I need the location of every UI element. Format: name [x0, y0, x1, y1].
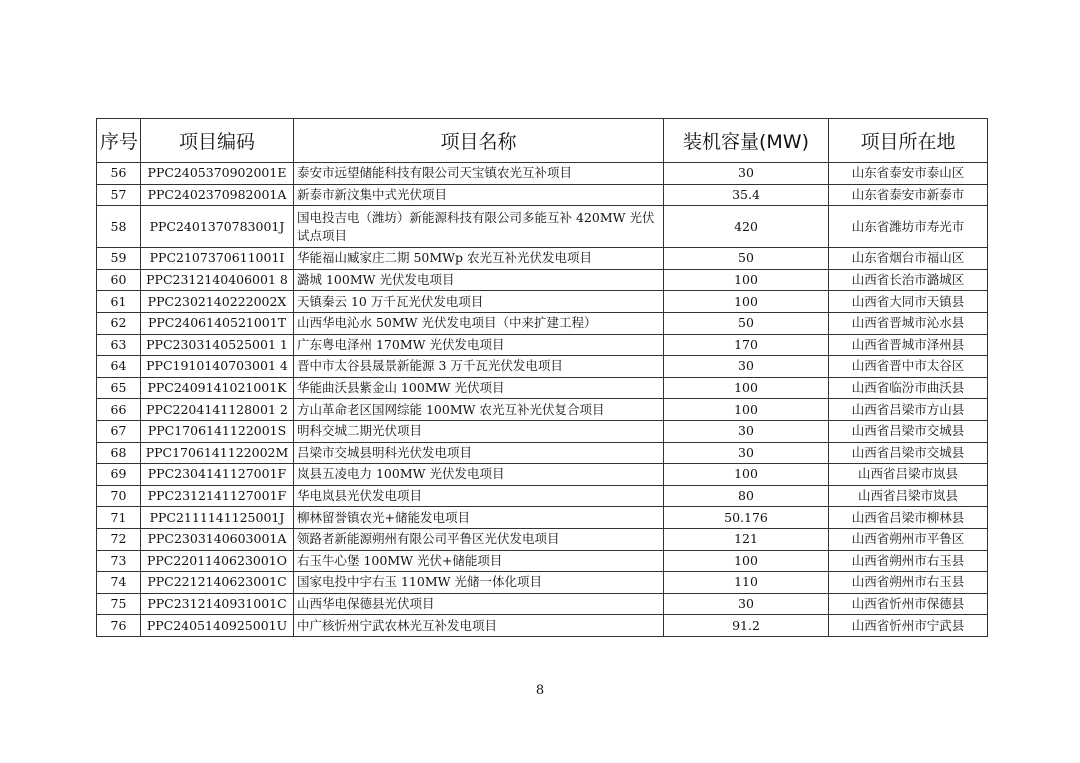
- table-row: [97, 593, 988, 615]
- table-row: [97, 507, 988, 529]
- capacity-cell: 80: [664, 485, 829, 507]
- table-row: [97, 356, 988, 378]
- location-cell: 山西省吕梁市交城县: [829, 442, 988, 464]
- serial-cell: 71: [97, 507, 141, 529]
- code-cell: PPC2201140623001O: [141, 550, 294, 572]
- header-location: 项目所在地: [829, 119, 988, 163]
- name-cell: 华能曲沃县紫金山 100MW 光伏项目: [294, 377, 664, 399]
- location-cell: 山西省吕梁市交城县: [829, 420, 988, 442]
- location-cell: 山西省吕梁市方山县: [829, 399, 988, 421]
- serial-cell: 65: [97, 377, 141, 399]
- location-cell: 山东省潍坊市寿光市: [829, 206, 988, 248]
- name-cell: 山西华电沁水 50MW 光伏发电项目（中来扩建工程）: [294, 312, 664, 334]
- capacity-cell: 30: [664, 442, 829, 464]
- name-cell: 晋中市太谷县晟景新能源 3 万千瓦光伏发电项目: [294, 356, 664, 378]
- code-cell: PPC2212140623001C: [141, 572, 294, 594]
- serial-cell: 64: [97, 356, 141, 378]
- table-row: [97, 184, 988, 206]
- table-row: [97, 312, 988, 334]
- table-row: [97, 572, 988, 594]
- table-header: [97, 119, 988, 163]
- location-cell: 山西省朔州市右玉县: [829, 572, 988, 594]
- location-cell: 山西省临汾市曲沃县: [829, 377, 988, 399]
- code-cell: PPC1706141122002M: [141, 442, 294, 464]
- serial-cell: 58: [97, 206, 141, 248]
- code-cell: PPC2304141127001F: [141, 464, 294, 486]
- serial-cell: 57: [97, 184, 141, 206]
- name-cell: 右玉牛心堡 100MW 光伏+储能项目: [294, 550, 664, 572]
- table-row: [97, 485, 988, 507]
- table-body: [97, 163, 988, 637]
- table-row: [97, 442, 988, 464]
- name-cell: 国家电投中宇右玉 110MW 光储一体化项目: [294, 572, 664, 594]
- name-cell: 华能福山臧家庄二期 50MWp 农光互补光伏发电项目: [294, 248, 664, 270]
- table-row: [97, 163, 988, 185]
- capacity-cell: 170: [664, 334, 829, 356]
- serial-cell: 69: [97, 464, 141, 486]
- capacity-cell: 30: [664, 593, 829, 615]
- capacity-cell: 91.2: [664, 615, 829, 637]
- serial-cell: 75: [97, 593, 141, 615]
- capacity-cell: 30: [664, 420, 829, 442]
- table-row: [97, 420, 988, 442]
- location-cell: 山西省吕梁市岚县: [829, 464, 988, 486]
- location-cell: 山西省大同市天镇县: [829, 291, 988, 313]
- location-cell: 山西省朔州市平鲁区: [829, 528, 988, 550]
- name-cell: 柳林留誉镇农光+储能发电项目: [294, 507, 664, 529]
- table-row: [97, 528, 988, 550]
- capacity-cell: 420: [664, 206, 829, 248]
- serial-cell: 62: [97, 312, 141, 334]
- name-cell: 潞城 100MW 光伏发电项目: [294, 269, 664, 291]
- name-cell: 华电岚县光伏发电项目: [294, 485, 664, 507]
- table-row: [97, 334, 988, 356]
- code-cell: PPC2312140406001 8: [141, 269, 294, 291]
- capacity-cell: 50: [664, 248, 829, 270]
- name-cell: 方山革命老区国网综能 100MW 农光互补光伏复合项目: [294, 399, 664, 421]
- table-row: [97, 291, 988, 313]
- code-cell: PPC2401370783001J: [141, 206, 294, 248]
- capacity-cell: 110: [664, 572, 829, 594]
- table-row: [97, 464, 988, 486]
- code-cell: PPC2303140603001A: [141, 528, 294, 550]
- capacity-cell: 100: [664, 377, 829, 399]
- table-row: [97, 615, 988, 637]
- name-cell: 泰安市远望储能科技有限公司天宝镇农光互补项目: [294, 163, 664, 185]
- location-cell: 山西省长治市潞城区: [829, 269, 988, 291]
- table-row: [97, 269, 988, 291]
- table-row: [97, 399, 988, 421]
- table-row: [97, 248, 988, 270]
- capacity-cell: 100: [664, 269, 829, 291]
- serial-cell: 63: [97, 334, 141, 356]
- code-cell: PPC1910140703001 4: [141, 356, 294, 378]
- serial-cell: 68: [97, 442, 141, 464]
- code-cell: PPC2406140521001T: [141, 312, 294, 334]
- location-cell: 山西省晋城市沁水县: [829, 312, 988, 334]
- name-cell: 天镇秦云 10 万千瓦光伏发电项目: [294, 291, 664, 313]
- code-cell: PPC2312141127001F: [141, 485, 294, 507]
- code-cell: PPC2405140925001U: [141, 615, 294, 637]
- serial-cell: 72: [97, 528, 141, 550]
- capacity-cell: 100: [664, 291, 829, 313]
- location-cell: 山西省晋城市泽州县: [829, 334, 988, 356]
- page-number: 8: [535, 683, 545, 698]
- name-cell: 新泰市新汶集中式光伏项目: [294, 184, 664, 206]
- serial-cell: 76: [97, 615, 141, 637]
- header-code: 项目编码: [141, 119, 294, 163]
- table-row: [97, 206, 988, 248]
- header-capacity: 装机容量(MW): [664, 119, 829, 163]
- capacity-cell: 50: [664, 312, 829, 334]
- code-cell: PPC2402370982001A: [141, 184, 294, 206]
- location-cell: 山东省泰安市新泰市: [829, 184, 988, 206]
- serial-cell: 61: [97, 291, 141, 313]
- serial-cell: 60: [97, 269, 141, 291]
- header-serial: 序号: [97, 119, 141, 163]
- name-cell: 吕梁市交城县明科光伏发电项目: [294, 442, 664, 464]
- capacity-cell: 100: [664, 550, 829, 572]
- code-cell: PPC2107370611001I: [141, 248, 294, 270]
- serial-cell: 56: [97, 163, 141, 185]
- name-cell: 国电投吉电（潍坊）新能源科技有限公司多能互补 420MW 光伏试点项目: [294, 206, 664, 248]
- capacity-cell: 50.176: [664, 507, 829, 529]
- capacity-cell: 30: [664, 163, 829, 185]
- serial-cell: 70: [97, 485, 141, 507]
- capacity-cell: 100: [664, 464, 829, 486]
- location-cell: 山西省吕梁市岚县: [829, 485, 988, 507]
- capacity-cell: 30: [664, 356, 829, 378]
- code-cell: PPC2302140222002X: [141, 291, 294, 313]
- name-cell: 岚县五凌电力 100MW 光伏发电项目: [294, 464, 664, 486]
- code-cell: PPC2204141128001 2: [141, 399, 294, 421]
- project-table: [96, 118, 988, 637]
- location-cell: 山西省晋中市太谷区: [829, 356, 988, 378]
- name-cell: 明科交城二期光伏项目: [294, 420, 664, 442]
- code-cell: PPC2409141021001K: [141, 377, 294, 399]
- capacity-cell: 100: [664, 399, 829, 421]
- capacity-cell: 35.4: [664, 184, 829, 206]
- header-name: 项目名称: [294, 119, 664, 163]
- location-cell: 山东省烟台市福山区: [829, 248, 988, 270]
- serial-cell: 67: [97, 420, 141, 442]
- location-cell: 山西省朔州市右玉县: [829, 550, 988, 572]
- table-row: [97, 377, 988, 399]
- serial-cell: 59: [97, 248, 141, 270]
- name-cell: 广东粤电泽州 170MW 光伏发电项目: [294, 334, 664, 356]
- serial-cell: 73: [97, 550, 141, 572]
- name-cell: 中广核忻州宁武农林光互补发电项目: [294, 615, 664, 637]
- code-cell: PPC2111141125001J: [141, 507, 294, 529]
- name-cell: 山西华电保德县光伏项目: [294, 593, 664, 615]
- table-row: [97, 550, 988, 572]
- code-cell: PPC2405370902001E: [141, 163, 294, 185]
- code-cell: PPC1706141122001S: [141, 420, 294, 442]
- code-cell: PPC2303140525001 1: [141, 334, 294, 356]
- capacity-cell: 121: [664, 528, 829, 550]
- name-cell: 领路者新能源朔州有限公司平鲁区光伏发电项目: [294, 528, 664, 550]
- code-cell: PPC2312140931001C: [141, 593, 294, 615]
- location-cell: 山西省忻州市宁武县: [829, 615, 988, 637]
- location-cell: 山西省忻州市保德县: [829, 593, 988, 615]
- serial-cell: 66: [97, 399, 141, 421]
- location-cell: 山西省吕梁市柳林县: [829, 507, 988, 529]
- location-cell: 山东省泰安市泰山区: [829, 163, 988, 185]
- serial-cell: 74: [97, 572, 141, 594]
